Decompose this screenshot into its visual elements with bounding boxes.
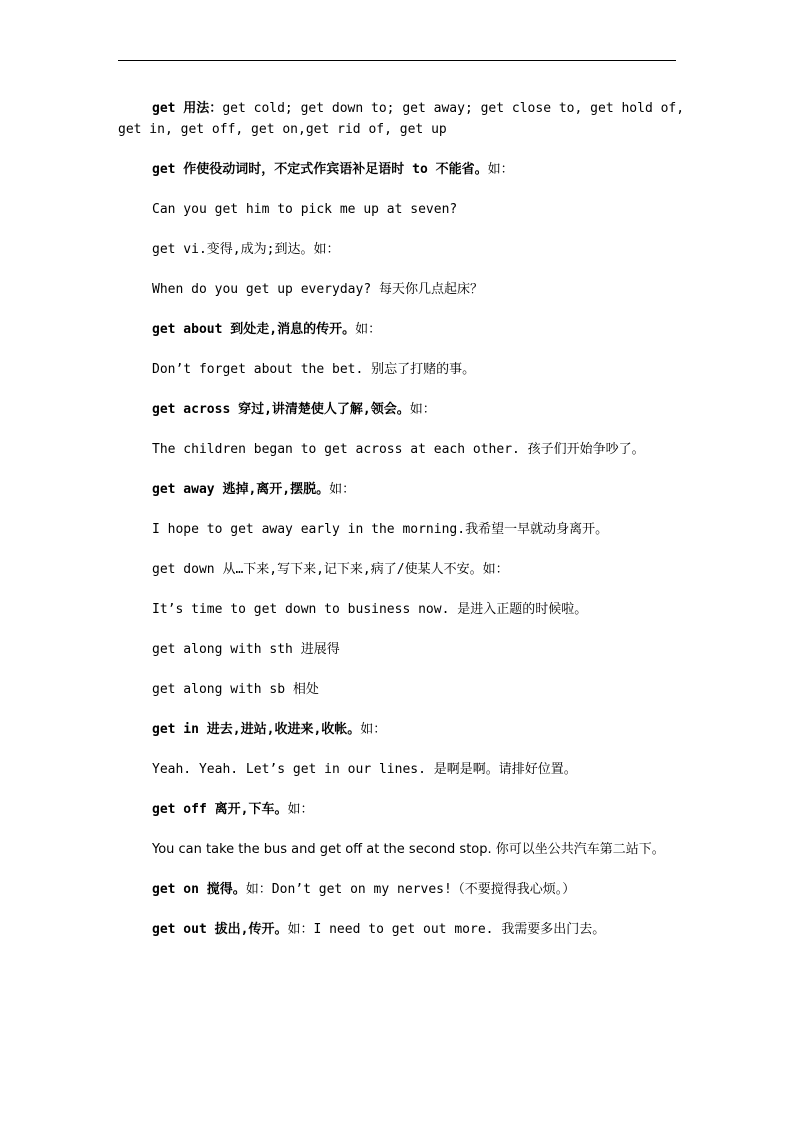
paragraph [118, 159, 708, 180]
paragraph-text: I hope to get away early in the morning.我希望一早就动身离开。 [152, 522, 609, 537]
paragraph [118, 799, 708, 820]
paragraph-heading: get 用法： [152, 101, 223, 116]
paragraph-text: 如： [409, 402, 436, 417]
header-rule [118, 60, 676, 61]
paragraph [118, 759, 708, 780]
paragraph-text: get along with sth 进展得 [152, 642, 340, 657]
paragraph [118, 98, 708, 140]
paragraph-text: get cold; get down to; get away; get close to, get hold of, get in, get off, get on,get rid of, get up [118, 101, 685, 137]
paragraph-text: The children began to get across at each other. 孩子们开始争吵了。 [152, 442, 645, 457]
paragraph-heading: get in 进去,进站,收进来,收帐。 [152, 722, 361, 737]
paragraph [118, 839, 708, 860]
paragraph-heading: get out 拔出,传开。 [152, 922, 288, 937]
paragraph [118, 639, 708, 660]
paragraph [118, 359, 708, 380]
paragraph-text: get vi.变得,成为;到达。如： [152, 242, 340, 257]
paragraph-text: get down 从…下来,写下来,记下来,病了/使某人不安。如： [152, 562, 509, 577]
paragraph [118, 599, 708, 620]
paragraph-text: 如：I need to get out more. 我需要多出门去。 [287, 922, 606, 937]
paragraph-text: When do you get up everyday? 每天你几点起床？ [152, 282, 483, 297]
paragraph-text: 如：Don’t get on my nerves!（不要搅得我心烦。） [245, 882, 576, 897]
paragraph [118, 199, 708, 220]
paragraph-text: You can take the bus and get off at the second stop. 你可以坐公共汽车第二站下。 [152, 842, 665, 857]
paragraph-text: Don’t forget about the bet. 别忘了打赌的事。 [152, 362, 476, 377]
paragraph [118, 319, 708, 340]
paragraph [118, 879, 708, 900]
paragraph-heading: get 作使役动词时，不定式作宾语补足语时 to 不能省。 [152, 162, 488, 177]
paragraph-text: 如： [360, 722, 387, 737]
paragraph-text: Yeah. Yeah. Let’s get in our lines. 是啊是啊。请排好位置。 [152, 762, 577, 777]
paragraph [118, 519, 708, 540]
paragraph-heading: get across 穿过,讲清楚使人了解,领会。 [152, 402, 410, 417]
paragraph-heading: get away 逃掉,离开,摆脱。 [152, 482, 330, 497]
paragraph-text: 如： [287, 802, 314, 817]
paragraph [118, 239, 708, 260]
paragraph-text: 如： [487, 162, 514, 177]
paragraph-heading: get off 离开,下车。 [152, 802, 288, 817]
paragraph-heading: get on 搅得。 [152, 882, 246, 897]
paragraph [118, 279, 708, 300]
paragraph-text: 如： [329, 482, 356, 497]
paragraph [118, 559, 708, 580]
paragraph [118, 439, 708, 460]
document-body [118, 98, 708, 959]
paragraph-text: Can you get him to pick me up at seven? [152, 202, 458, 217]
paragraph [118, 479, 708, 500]
paragraph [118, 919, 708, 940]
paragraph [118, 679, 708, 700]
paragraph [118, 399, 708, 420]
paragraph-text: get along with sb 相处 [152, 682, 319, 697]
paragraph-heading: get about 到处走,消息的传开。 [152, 322, 356, 337]
paragraph [118, 719, 708, 740]
paragraph-text: 如： [355, 322, 382, 337]
paragraph-text: It’s time to get down to business now. 是进入正题的时候啦。 [152, 602, 588, 617]
